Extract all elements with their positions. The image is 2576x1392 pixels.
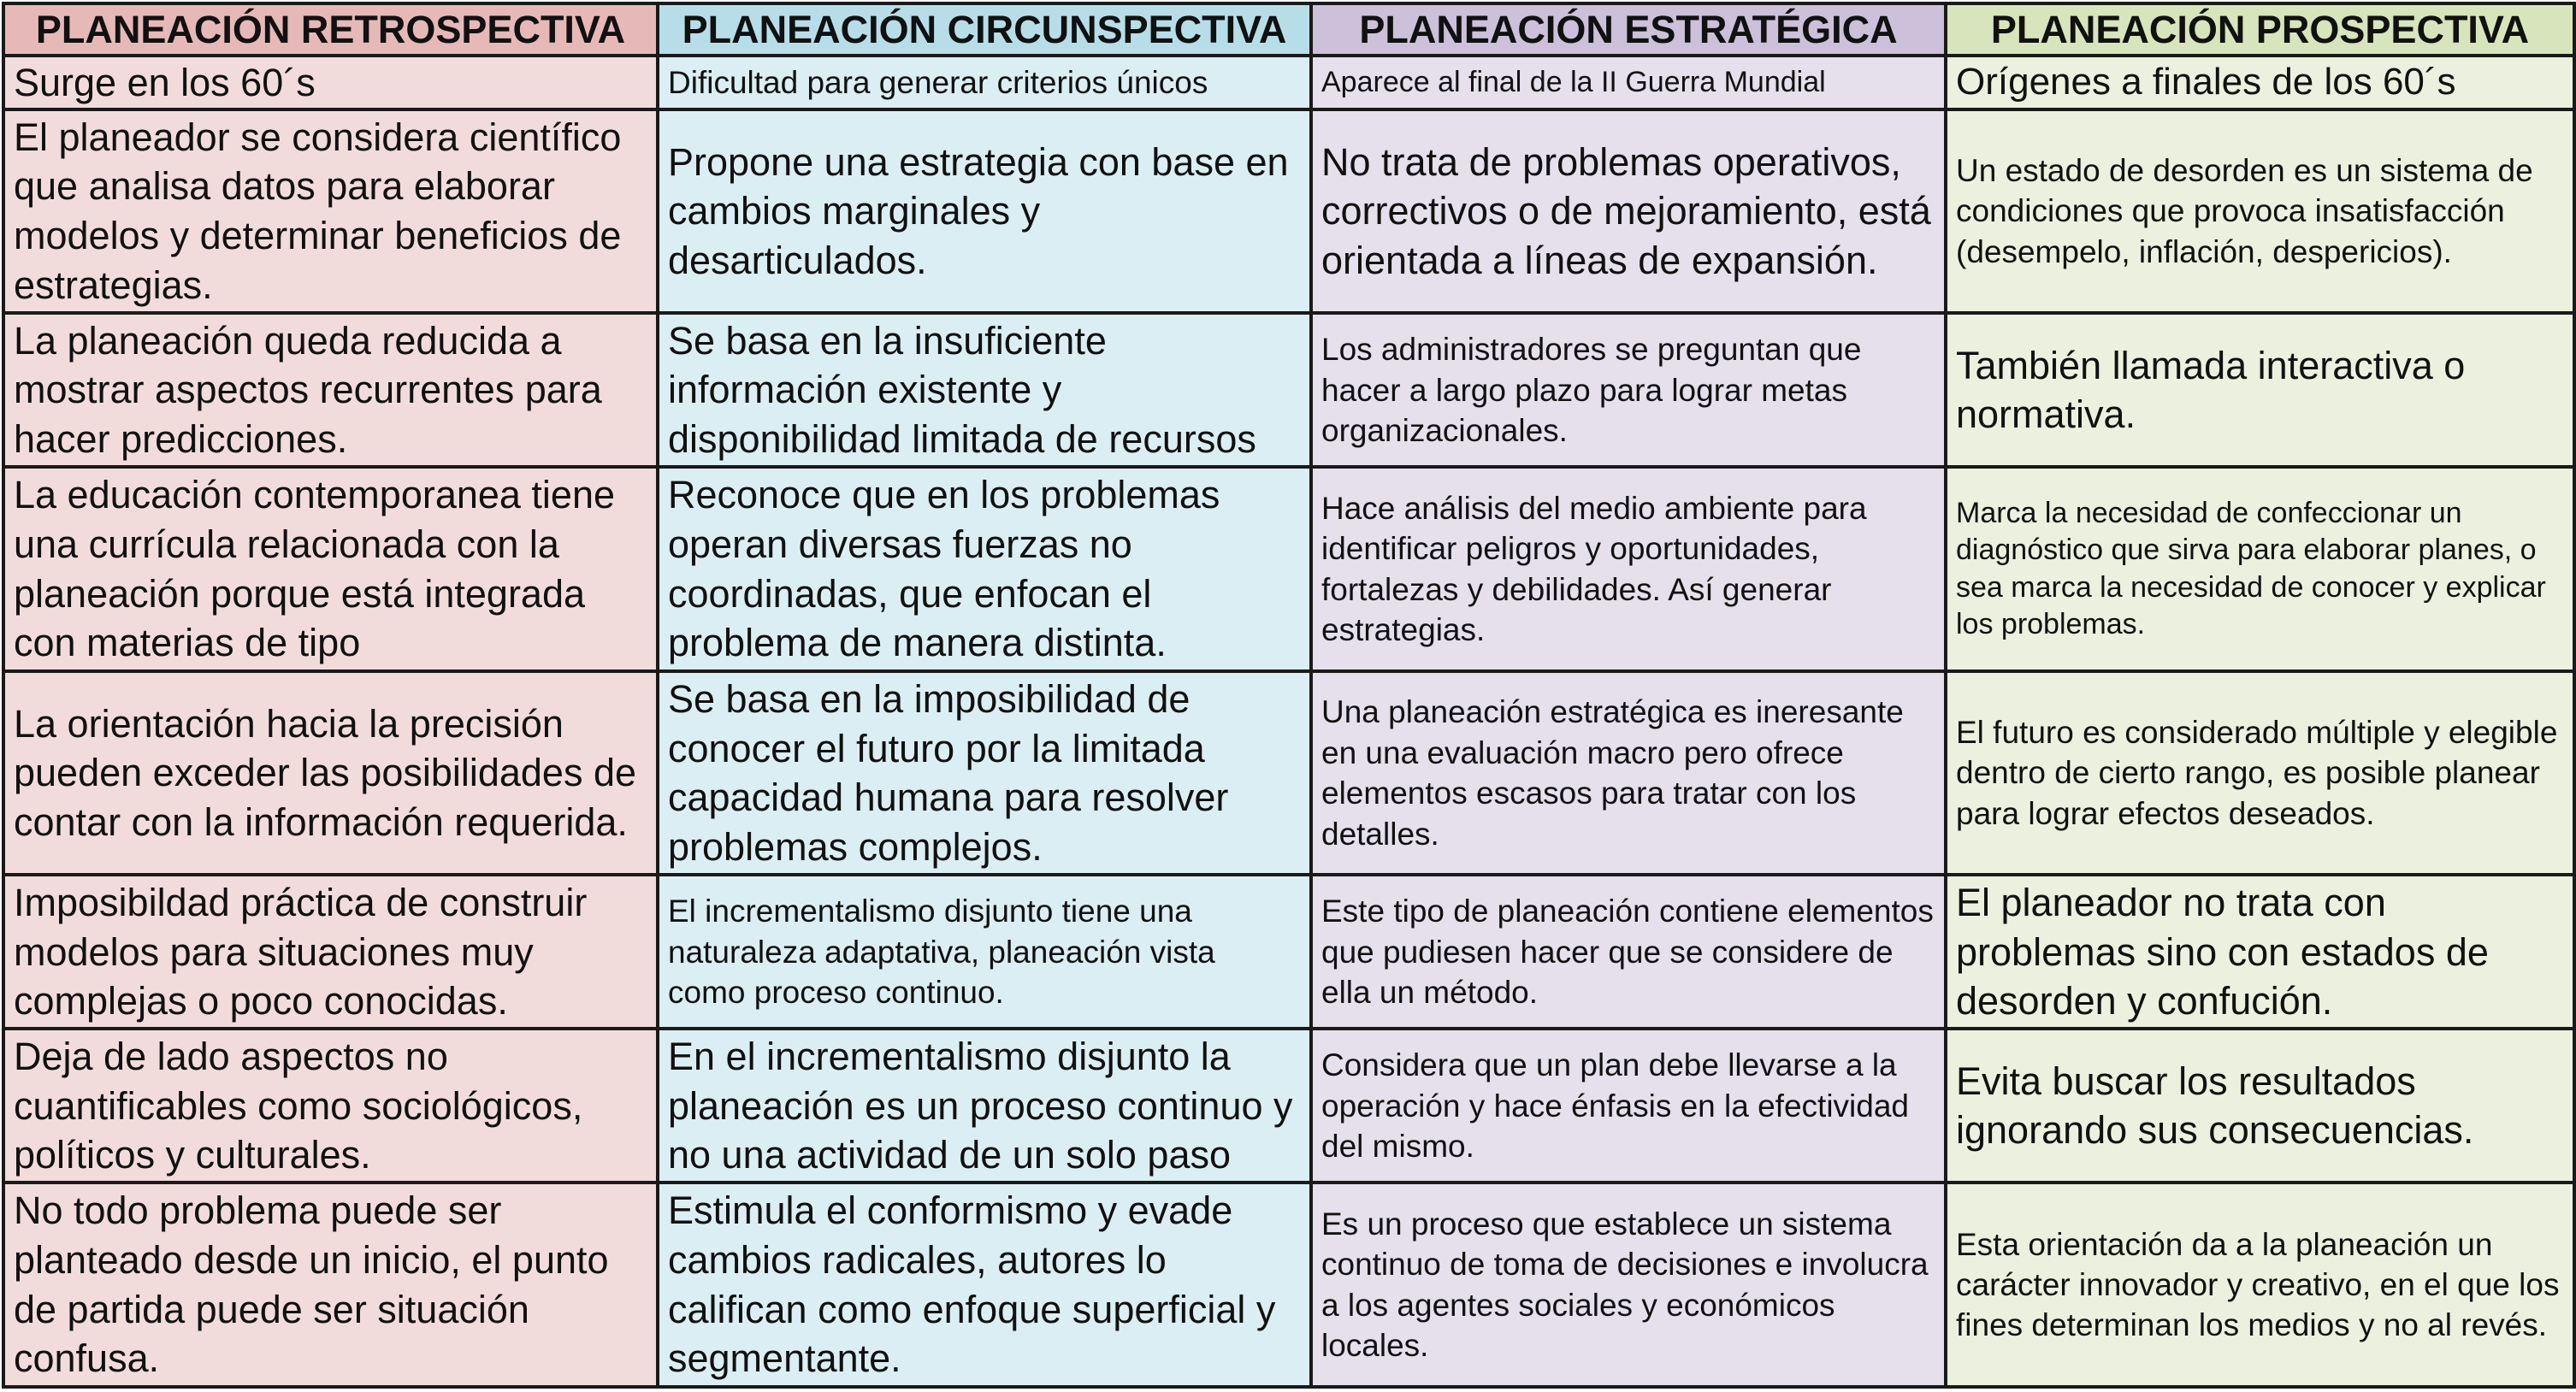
table-row [3, 467, 2574, 671]
table-cell: Imposibildad práctica de construir modelos para situaciones muy complejas o poco conocidas. [3, 875, 658, 1029]
table-cell: El planeador no trata con problemas sino con estados de desorden y confución. [1946, 875, 2574, 1029]
table-cell: No trata de problemas operativos, correctivos o de mejoramiento, está orientada a líneas de expansión. [1311, 109, 1946, 314]
table-cell: Reconoce que en los problemas operan diversas fuerzas no coordinadas, que enfocan el problema de manera distinta. [658, 467, 1311, 671]
table-row [3, 56, 2574, 109]
table-cell: La orientación hacia la precisión pueden exceder las posibilidades de contar con la información requerida. [3, 671, 658, 876]
table-cell: En el incrementalismo disjunto la planeación es un proceso continuo y no una actividad de un solo paso [658, 1029, 1311, 1183]
table-row [3, 1183, 2574, 1387]
table-cell: También llamada interactiva o normativa. [1946, 313, 2574, 467]
table-row [3, 875, 2574, 1029]
table-cell: El incrementalismo disjunto tiene una naturaleza adaptativa, planeación vista como proceso continuo. [658, 875, 1311, 1029]
planning-comparison-table [2, 2, 2576, 1389]
table-row [3, 109, 2574, 314]
header-retrospectiva: PLANEACIÓN RETROSPECTIVA [3, 3, 658, 56]
header-row [3, 3, 2574, 56]
table-cell: Estimula el conformismo y evade cambios radicales, autores lo califican como enfoque superficial y segmentante. [658, 1183, 1311, 1387]
header-estrategica: PLANEACIÓN ESTRATÉGICA [1311, 3, 1946, 56]
table-cell: El planeador se considera científico que analisa datos para elaborar modelos y determinar beneficios de estrategias. [3, 109, 658, 314]
table-row [3, 313, 2574, 467]
table-cell: Los administradores se preguntan que hacer a largo plazo para lograr metas organizacionales. [1311, 313, 1946, 467]
table-cell: Deja de lado aspectos no cuantificables como sociológicos, políticos y culturales. [3, 1029, 658, 1183]
table-cell: Dificultad para generar criterios únicos [658, 56, 1311, 109]
table-cell: Un estado de desorden es un sistema de condiciones que provoca insatisfacción (desempelo, inflación, despericios). [1946, 109, 2574, 314]
header-circunspectiva: PLANEACIÓN CIRCUNSPECTIVA [658, 3, 1311, 56]
table-cell: Este tipo de planeación contiene elementos que pudiesen hacer que se considere de ella un método. [1311, 875, 1946, 1029]
table-cell: Una planeación estratégica es ineresante en una evaluación macro pero ofrece elementos escasos para tratar con los detalles. [1311, 671, 1946, 876]
table-cell: Se basa en la imposibilidad de conocer el futuro por la limitada capacidad humana para resolver problemas complejos. [658, 671, 1311, 876]
table-cell: La planeación queda reducida a mostrar aspectos recurrentes para hacer predicciones. [3, 313, 658, 467]
table-cell: Esta orientación da a la planeación un carácter innovador y creativo, en el que los fines determinan los medios y no al revés. [1946, 1183, 2574, 1387]
table-cell: Hace análisis del medio ambiente para identificar peligros y oportunidades, fortalezas y debilidades. Así generar estrategias. [1311, 467, 1946, 671]
table-cell: Aparece al final de la II Guerra Mundial [1311, 56, 1946, 109]
table-cell: La educación contemporanea tiene una currícula relacionada con la planeación porque está integrada con materias de tipo [3, 467, 658, 671]
header-prospectiva: PLANEACIÓN PROSPECTIVA [1946, 3, 2574, 56]
table-cell: No todo problema puede ser planteado desde un inicio, el punto de partida puede ser situación confusa. [3, 1183, 658, 1387]
table-cell: Surge en los 60´s [3, 56, 658, 109]
table-row [3, 671, 2574, 876]
table-cell: Se basa en la insuficiente información existente y disponibilidad limitada de recursos [658, 313, 1311, 467]
table-cell: Es un proceso que establece un sistema continuo de toma de decisiones e involucra a los agentes sociales y económicos locales. [1311, 1183, 1946, 1387]
table-cell: Considera que un plan debe llevarse a la operación y hace énfasis en la efectividad del mismo. [1311, 1029, 1946, 1183]
table-cell: El futuro es considerado múltiple y elegible dentro de cierto rango, es posible planear para lograr efectos deseados. [1946, 671, 2574, 876]
table-cell: Orígenes a finales de los 60´s [1946, 56, 2574, 109]
table-row [3, 1029, 2574, 1183]
table-cell: Marca la necesidad de confeccionar un diagnóstico que sirva para elaborar planes, o sea marca la necesidad de conocer y explicar los problemas. [1946, 467, 2574, 671]
table-cell: Propone una estrategia con base en cambios marginales y desarticulados. [658, 109, 1311, 314]
table-cell: Evita buscar los resultados ignorando sus consecuencias. [1946, 1029, 2574, 1183]
